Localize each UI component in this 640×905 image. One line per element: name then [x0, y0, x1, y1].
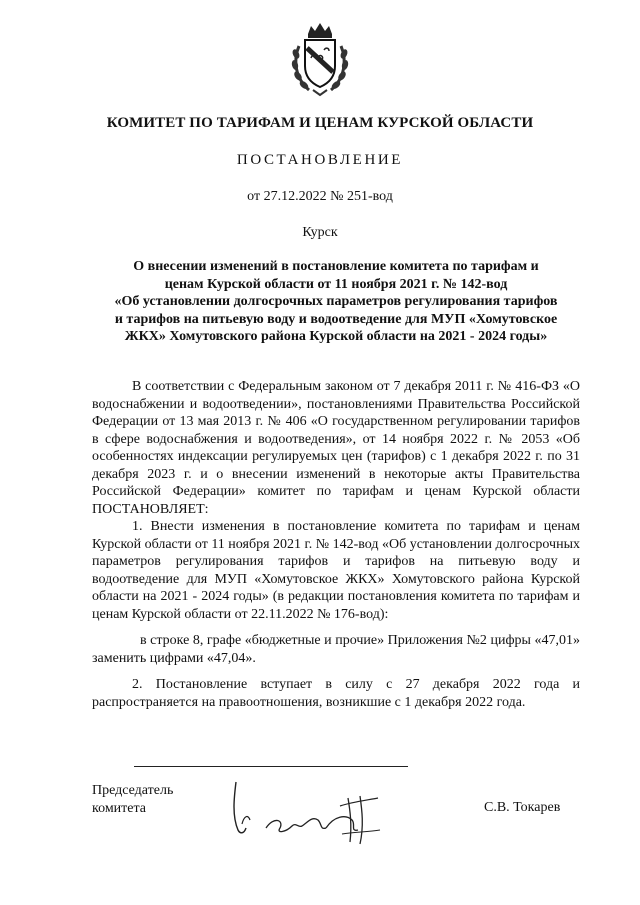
subject-line: ЖКХ» Хомутовского района Курской области на 2021 - 2024 годы» [124, 329, 548, 344]
subject-line: ценам Курской области от 11 ноября 2021 г. № 142-вод [164, 276, 508, 292]
preamble-paragraph: В соответствии с Федеральным законом от 7 декабря 2011 г. № 416-ФЗ «О водоснабжении и водоотведении», постановлениями Правительства Российской Федерации от 13 мая 2013 г. № 406 «О государственном регулировании тарифов в сфере водоснабжения и водоотведения», от 14 ноября 2022 г. № 2053 «Об особенностях индексации регулируемых цен (тарифов) с 1 декабря 2022 г. по 31 декабря 2023 г. и о внесении изменений в некоторые акты Правительства Российской Федерации» комитет по тарифам и ценам Курской области ПОСТАНОВЛЯЕТ: [92, 379, 580, 517]
document-subject [92, 258, 580, 346]
signatory-position [92, 782, 173, 818]
document-type: ПОСТАНОВЛЕНИЕ [236, 152, 404, 168]
subject-line: «Об установлении долгосрочных параметров регулирования тарифов [114, 294, 558, 309]
subject-line: и тарифов на питьевую воду и водоотведение для МУП «Хомутовское [114, 311, 558, 327]
document-city: Курск [302, 225, 338, 240]
signature-divider [134, 766, 408, 767]
item-1-sub-paragraph: в строке 8, графе «бюджетные и прочие» Приложения №2 цифры «47,01» заменить цифрами «47,04». [92, 633, 580, 666]
signatory-name: С.В. Токарев [484, 800, 561, 815]
item-1-paragraph: 1. Внести изменения в постановление комитета по тарифам и ценам Курской области от 11 ноября 2021 г. № 142-вод «Об установлении долгосрочных параметров регулирования тарифов и тарифов на питьевую воду и водоотведение для МУП «Хомутовское ЖКХ» Хомутовского района Курской области на 2021 - 2024 годы» (в редакции постановления комитета по тарифам и ценам Курской области от 22.11.2022 № 176-вод): [92, 519, 580, 622]
position-line: комитета [92, 801, 147, 816]
organization-title: КОМИТЕТ ПО ТАРИФАМ И ЦЕНАМ КУРСКОЙ ОБЛАСТИ [106, 115, 534, 131]
document-date-number: от 27.12.2022 № 251-вод [247, 189, 393, 204]
handwritten-signature-icon [222, 776, 392, 846]
subject-line: О внесении изменений в постановление комитета по тарифам и [133, 259, 539, 274]
item-2-paragraph: 2. Постановление вступает в силу с 27 декабря 2022 года и распространяется на правоотношения, возникшие с 1 декабря 2022 года. [92, 677, 580, 710]
position-line: Председатель [92, 783, 174, 798]
coat-of-arms-icon [289, 20, 351, 98]
document-body [92, 378, 580, 711]
